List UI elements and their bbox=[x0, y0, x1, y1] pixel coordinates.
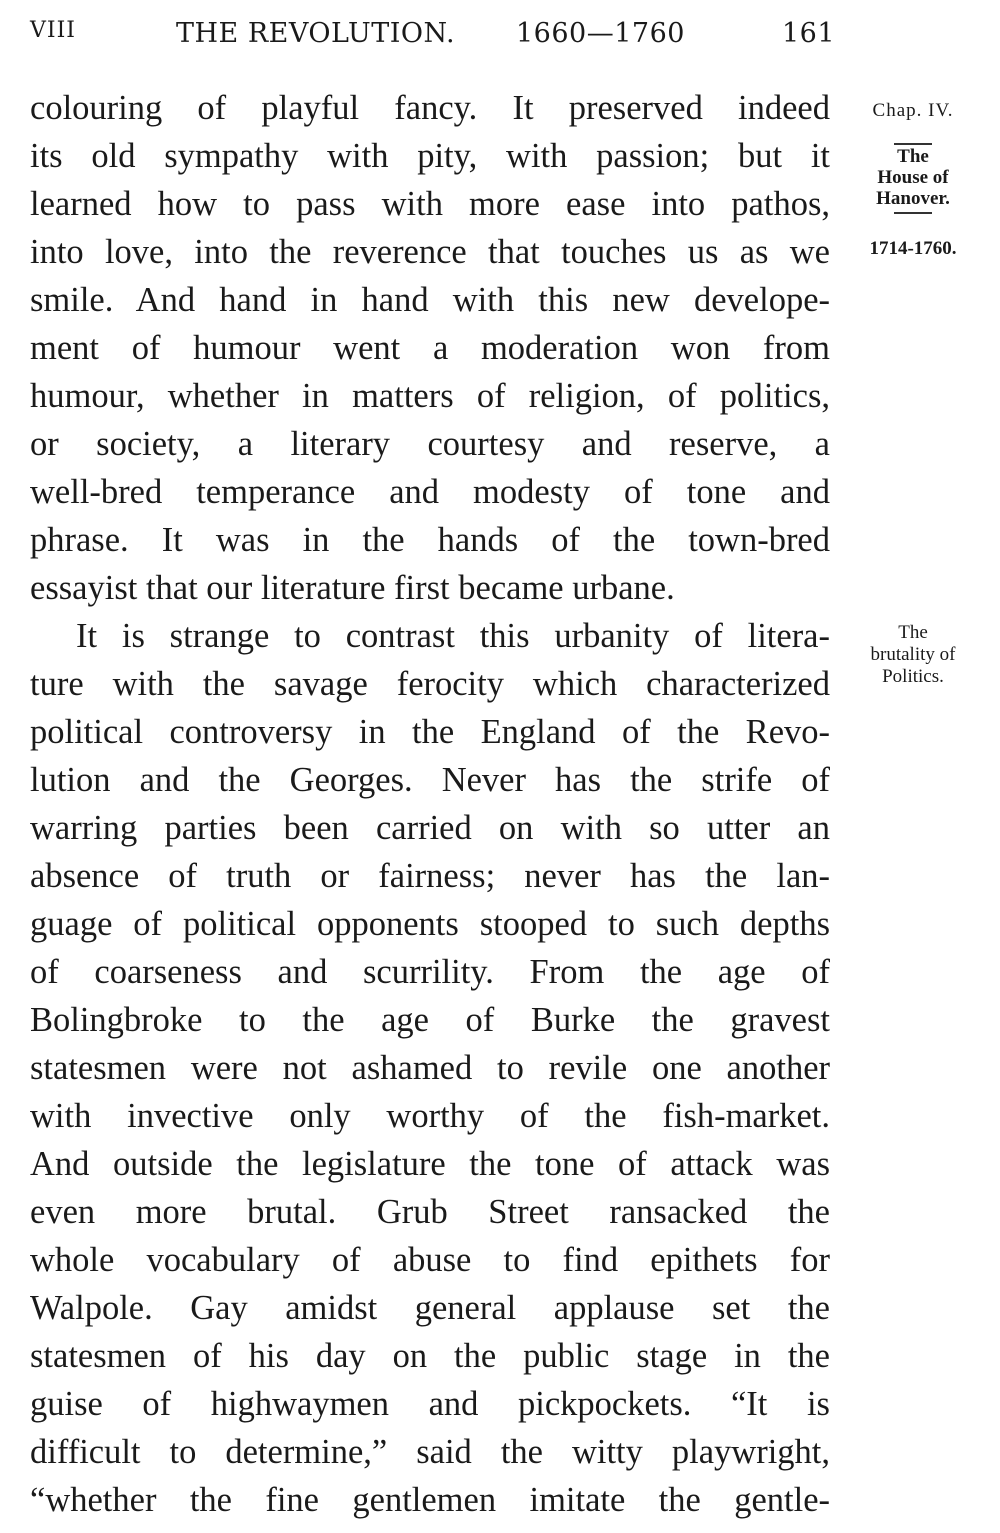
sidenote-brutality-line: Politics. bbox=[882, 666, 944, 687]
sidenote-rule bbox=[894, 143, 932, 145]
sidenote-house-line: Hanover. bbox=[876, 188, 950, 209]
sidenote-house-line: House of bbox=[877, 167, 949, 188]
text-line: Bolingbroke to the age of Burke the gravest bbox=[30, 1001, 830, 1039]
paragraph-2 bbox=[30, 612, 830, 1524]
page-number: 161 bbox=[782, 18, 836, 49]
text-line: statesmen were not ashamed to revile one another bbox=[30, 1049, 830, 1087]
sidenote-brutality-line: brutality of bbox=[870, 644, 956, 665]
text-line: with invective only worthy of the fish-market. bbox=[30, 1097, 830, 1135]
text-line: whole vocabulary of abuse to find epithets for bbox=[30, 1241, 830, 1279]
header-dates: 1660—1760 bbox=[516, 18, 685, 49]
text-line: its old sympathy with pity, with passion; but it bbox=[30, 137, 830, 175]
sidenote-brutality-of-politics bbox=[838, 622, 988, 688]
sidenote-house-line: The bbox=[897, 146, 929, 167]
text-line: phrase. It was in the hands of the town-bred bbox=[30, 521, 830, 559]
text-line: guise of highwaymen and pickpockets. “It is bbox=[30, 1385, 830, 1423]
sidenote-years: 1714-1760. bbox=[869, 238, 957, 259]
text-line: And outside the legislature the tone of attack was bbox=[30, 1145, 830, 1183]
text-line: even more brutal. Grub Street ransacked the bbox=[30, 1193, 830, 1231]
sidenote-rule bbox=[894, 212, 932, 214]
sidenote-brutality-line: The bbox=[898, 622, 928, 643]
text-line: difficult to determine,” said the witty playwright, bbox=[30, 1433, 830, 1471]
body-text bbox=[30, 84, 830, 1524]
text-line: of coarseness and scurrility. From the age of bbox=[30, 953, 830, 991]
text-line: well-bred temperance and modesty of tone and bbox=[30, 473, 830, 511]
text-line: absence of truth or fairness; never has the lan- bbox=[30, 857, 830, 895]
sidenote-chapter: Chap. IV. bbox=[872, 100, 954, 121]
header-chapter-number: VIII bbox=[30, 18, 76, 43]
text-line: It is strange to contrast this urbanity of litera- bbox=[76, 617, 830, 655]
text-line: Walpole. Gay amidst general applause set the bbox=[30, 1289, 830, 1327]
text-line: statesmen of his day on the public stage in the bbox=[30, 1337, 830, 1375]
text-line: political controversy in the England of the Revo- bbox=[30, 713, 830, 751]
text-line: lution and the Georges. Never has the strife of bbox=[30, 761, 830, 799]
header-title: THE REVOLUTION. bbox=[176, 18, 456, 49]
text-line: essayist that our literature first became urbane. bbox=[30, 569, 675, 607]
text-line: smile. And hand in hand with this new develope- bbox=[30, 281, 830, 319]
text-line: into love, into the reverence that touches us as we bbox=[30, 233, 830, 271]
text-line: humour, whether in matters of religion, of politics, bbox=[30, 377, 830, 415]
text-line: warring parties been carried on with so utter an bbox=[30, 809, 830, 847]
text-line: guage of political opponents stooped to such depths bbox=[30, 905, 830, 943]
text-line: “whether the fine gentlemen imitate the gentle- bbox=[30, 1481, 830, 1519]
sidenote-house-of-hanover bbox=[838, 140, 988, 215]
text-line: colouring of playful fancy. It preserved indeed bbox=[30, 89, 830, 127]
text-line: learned how to pass with more ease into pathos, bbox=[30, 185, 830, 223]
text-line: or society, a literary courtesy and reserve, a bbox=[30, 425, 830, 463]
paragraph-1 bbox=[30, 84, 830, 612]
text-line: ture with the savage ferocity which characterized bbox=[30, 665, 830, 703]
running-header bbox=[30, 18, 836, 54]
text-line: ment of humour went a moderation won from bbox=[30, 329, 830, 367]
